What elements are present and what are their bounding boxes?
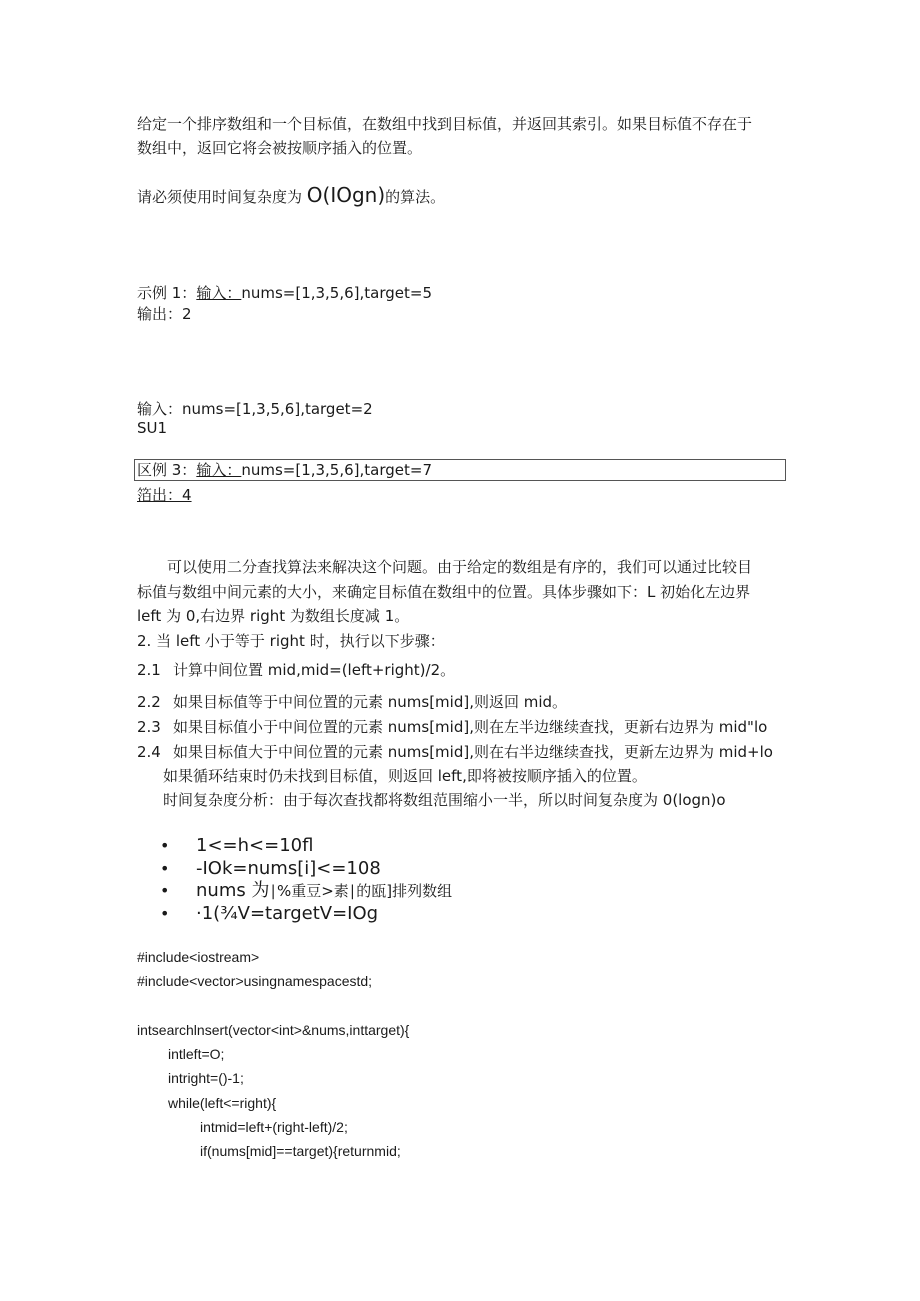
code-line: intsearchlnsert(vector<int>&nums,inttarget){ [137,1022,410,1038]
solution-step-2-3 [137,717,767,737]
example-3-input-label: 输入： [196,461,242,479]
example-2-output: SU1 [137,419,168,437]
requirement-suffix: 的算法。 [385,188,446,206]
example-3-input [137,460,432,480]
code-line: intright=()-1; [168,1070,244,1086]
example-1-output: 输出：2 [137,305,192,323]
requirement-prefix: 请必须使用时间复杂度为 [137,188,307,206]
constraint-text: nums 为 [196,880,270,901]
solution-para-2: 标值与数组中间元素的大小，来确定目标值在数组中的位置。具体步骤如下：L 初始化左边界 [137,583,751,601]
step-text: 计算中间位置 mid,mid=(left+right)/2。 [173,661,456,679]
code-line: #include<iostream> [137,949,260,965]
example-1-input-label: 输入： [196,284,242,302]
code-line: while(left<=right){ [168,1095,277,1111]
solution-not-found: 如果循环结束时仍未找到目标值，则返回 left,即将被按顺序插入的位置。 [163,767,647,785]
constraint-item [160,858,381,880]
complexity-requirement [137,185,445,207]
requirement-complexity: O(IOgn) [306,183,386,207]
code-line: intmid=left+(right-left)/2; [200,1119,348,1135]
step-number: 2.4 [137,743,161,761]
solution-complexity: 时间复杂度分析：由于每次查找都将数组范围缩小一半，所以时间复杂度为 0(logn)o [163,791,726,809]
example-3-input-value: nums=[1,3,5,6],target=7 [241,461,433,479]
step-number: 2.1 [137,661,161,679]
constraint-item [160,835,313,857]
step-number: 2.3 [137,718,161,736]
bullet-icon: • [160,859,170,878]
bullet-icon: • [160,836,170,855]
constraint-text-garbled: ∣%重豆>素∣ [269,882,357,900]
constraint-item [160,880,452,902]
intro-line-1: 给定一个排序数组和一个目标值，在数组中找到目标值，并返回其索引。如果目标值不存在于 [137,115,753,133]
intro-line-2: 数组中，返回它将会被按顺序插入的位置。 [137,139,423,157]
code-line: if(nums[mid]==target){returnmid; [200,1143,401,1159]
step-text: 如果目标值小于中间位置的元素 nums[mid],则在左半边继续查找，更新右边界为 mid"lo [173,718,768,736]
bullet-icon: • [160,881,170,900]
solution-para-1: 可以使用二分查找算法来解决这个问题。由于给定的数组是有序的，我们可以通过比较目 [167,558,753,576]
step-text: 如果目标值大于中间位置的元素 nums[mid],则在右半边继续查找，更新左边界为 mid+lo [173,743,773,761]
constraint-item [160,903,378,925]
example-3-output: 箔出：4 [137,486,192,504]
example-3-label: 区例 3： [137,461,197,479]
solution-para-3: left 为 0,右边界 right 为数组长度减 1。 [137,607,410,625]
solution-step-2-4 [137,742,773,762]
step-text: 如果目标值等于中间位置的元素 nums[mid],则返回 mid。 [173,693,568,711]
bullet-icon: • [160,904,170,923]
example-2-input: 输入：nums=[1,3,5,6],target=2 [137,400,373,418]
solution-step-2-1 [137,660,455,680]
example-1-input [137,283,432,303]
solution-step-2: 2. 当 left 小于等于 right 时，执行以下步骤： [137,632,445,650]
constraint-text: ·1(¾V=targetV=IOg [196,903,379,924]
example-1-label: 示例 1： [137,284,197,302]
constraint-text: 1<=h<=10fl [196,835,314,856]
example-1-input-value: nums=[1,3,5,6],target=5 [241,284,433,302]
constraint-text: -IOk=nums[i]<=108 [196,858,381,879]
code-line: #include<vector>usingnamespacestd; [137,973,373,989]
constraint-text-tail: 的瓯]排列数组 [356,882,453,900]
solution-step-2-2 [137,692,567,712]
step-number: 2.2 [137,693,161,711]
code-line: intleft=O; [168,1046,225,1062]
